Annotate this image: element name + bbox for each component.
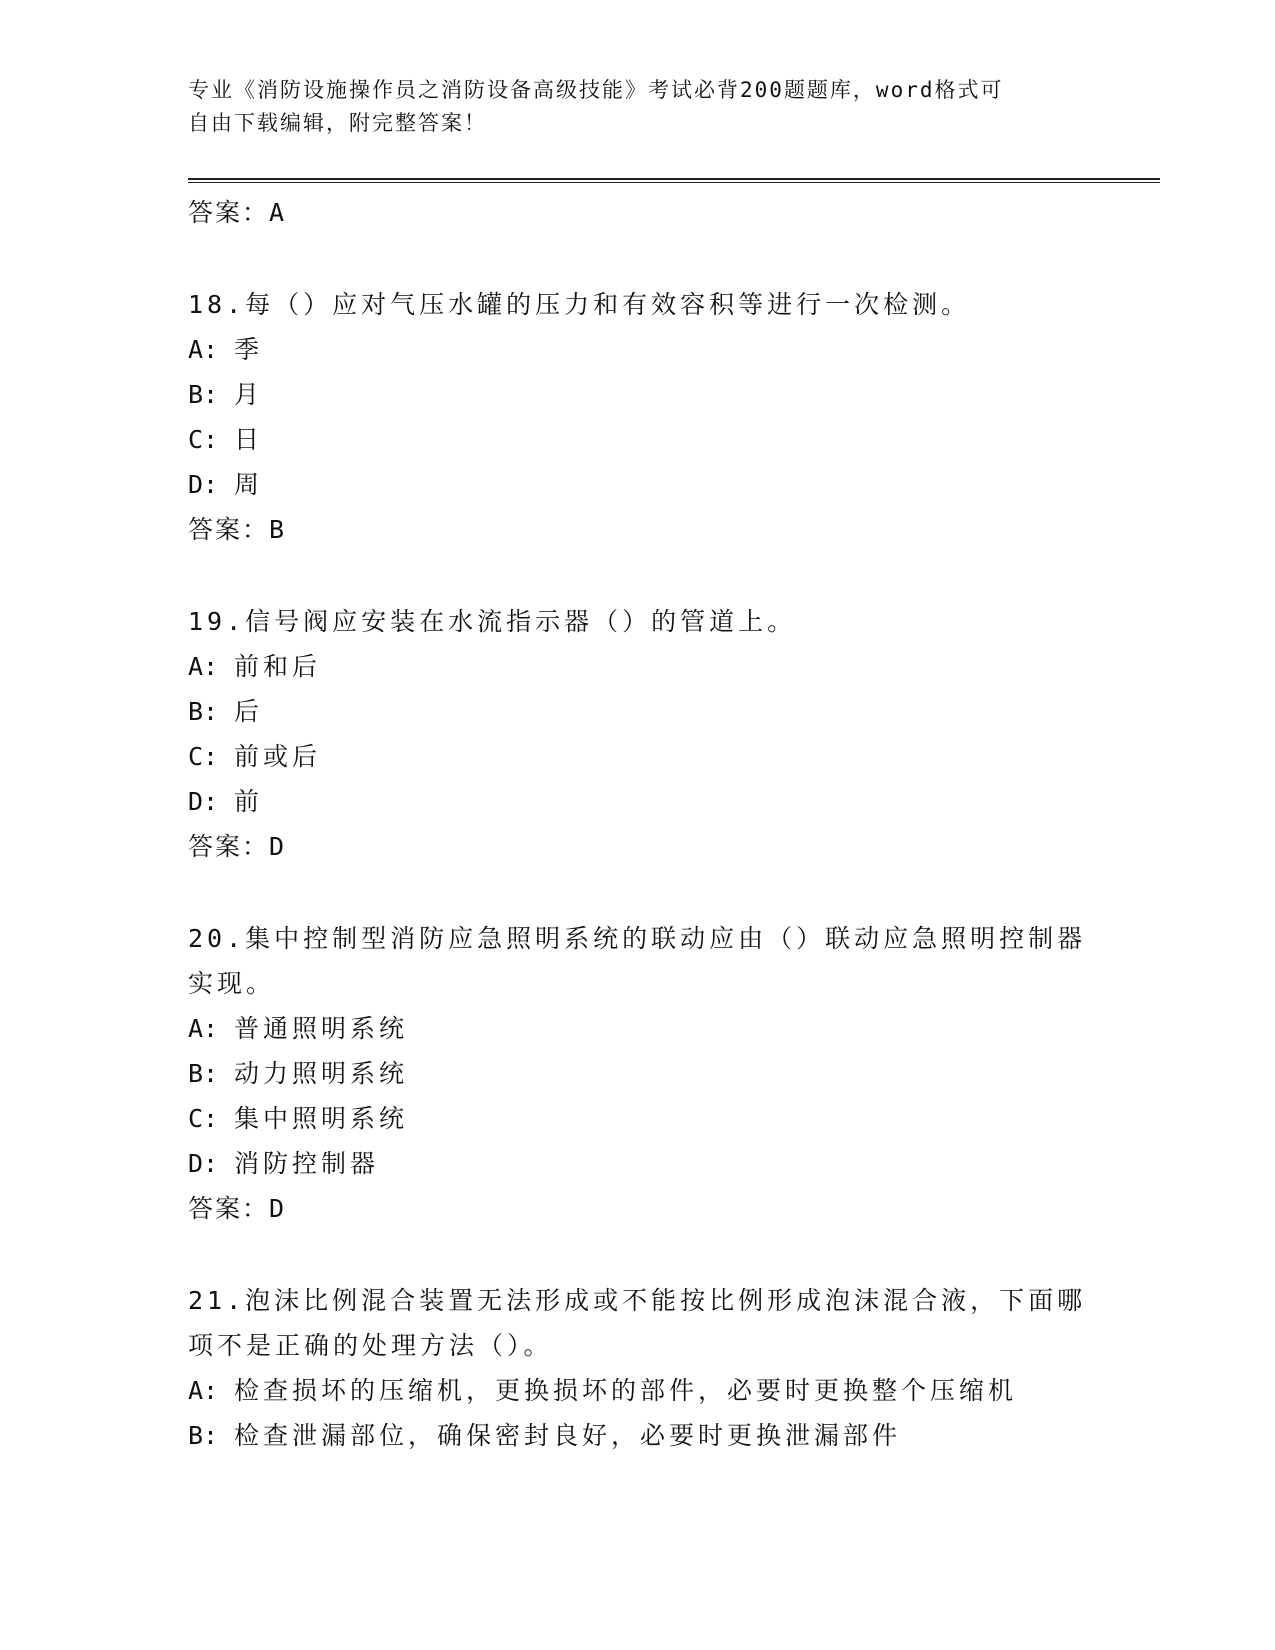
option-key: A:	[188, 652, 219, 681]
header-divider-thick	[188, 178, 1160, 180]
option-d	[188, 779, 1088, 824]
option-key: D:	[188, 1149, 219, 1178]
option-text: 检查损坏的压缩机，更换损坏的部件，必要时更换整个压缩机	[234, 1376, 1018, 1405]
option-key: B:	[188, 1059, 219, 1088]
question-item	[188, 599, 1088, 870]
option-text: 集中照明系统	[234, 1104, 409, 1133]
option-text: 前	[234, 787, 264, 816]
question-stem	[188, 1278, 1088, 1368]
option-text: 普通照明系统	[234, 1014, 409, 1043]
question-item	[188, 916, 1088, 1232]
option-c	[188, 417, 1088, 462]
answer-label: 答案：	[188, 832, 270, 861]
option-key: B:	[188, 1421, 219, 1450]
question-stem-line: 18.每（）应对气压水罐的压力和有效容积等进行一次检测。	[188, 290, 971, 319]
option-a	[188, 327, 1088, 372]
option-text: 动力照明系统	[234, 1059, 409, 1088]
option-a	[188, 1368, 1088, 1413]
option-b	[188, 689, 1088, 734]
option-text: 检查泄漏部位，确保密封良好，必要时更换泄漏部件	[234, 1421, 902, 1450]
option-text: 日	[234, 425, 264, 454]
question-list	[188, 190, 1088, 1458]
option-key: C:	[188, 742, 219, 771]
option-key: A:	[188, 1376, 219, 1405]
option-text: 月	[234, 380, 264, 409]
answer-label: 答案：	[188, 1194, 270, 1223]
question-item	[188, 282, 1088, 553]
answer-line	[188, 507, 1088, 553]
header-divider-thin	[188, 182, 1160, 183]
option-key: C:	[188, 1104, 219, 1133]
question-stem	[188, 916, 1088, 1006]
option-key: D:	[188, 787, 219, 816]
answer-value: D	[269, 1194, 287, 1223]
option-d	[188, 462, 1088, 507]
option-key: A:	[188, 1014, 219, 1043]
question-stem-line: 19.信号阀应安装在水流指示器（）的管道上。	[188, 607, 797, 636]
option-a	[188, 1006, 1088, 1051]
option-b	[188, 372, 1088, 417]
option-key: C:	[188, 425, 219, 454]
answer-label: 答案：	[188, 198, 270, 227]
option-text: 后	[234, 697, 264, 726]
option-key: A:	[188, 335, 219, 364]
option-c	[188, 1096, 1088, 1141]
answer-label: 答案：	[188, 515, 270, 544]
question-stem-line: 实现。	[188, 969, 276, 998]
question-stem-line: 21.泡沫比例混合装置无法形成或不能按比例形成泡沫混合液，下面哪	[188, 1286, 1087, 1315]
question-item	[188, 1278, 1088, 1458]
answer-line	[188, 1186, 1088, 1232]
option-d	[188, 1141, 1088, 1186]
answer-value: A	[269, 198, 287, 227]
option-key: D:	[188, 470, 219, 499]
option-c	[188, 734, 1088, 779]
answer-value: B	[269, 515, 287, 544]
option-text: 消防控制器	[234, 1149, 380, 1178]
question-stem-line: 项不是正确的处理方法（）。	[188, 1331, 553, 1360]
question-stem-line: 20.集中控制型消防应急照明系统的联动应由（）联动应急照明控制器	[188, 924, 1087, 953]
option-text: 前或后	[234, 742, 322, 771]
option-b	[188, 1413, 1088, 1458]
header-line: 自由下载编辑，附完整答案！	[188, 111, 487, 135]
header-line: 专业《消防设施操作员之消防设备高级技能》考试必背200题题库，word格式可	[188, 78, 1004, 102]
question-stem	[188, 599, 1088, 644]
option-key: B:	[188, 697, 219, 726]
option-a	[188, 644, 1088, 689]
answer-line	[188, 190, 1088, 236]
document-header	[188, 74, 1088, 140]
option-text: 前和后	[234, 652, 322, 681]
option-text: 周	[234, 470, 264, 499]
question-stem	[188, 282, 1088, 327]
option-b	[188, 1051, 1088, 1096]
option-text: 季	[234, 335, 264, 364]
answer-value: D	[269, 832, 287, 861]
answer-line	[188, 824, 1088, 870]
option-key: B:	[188, 380, 219, 409]
